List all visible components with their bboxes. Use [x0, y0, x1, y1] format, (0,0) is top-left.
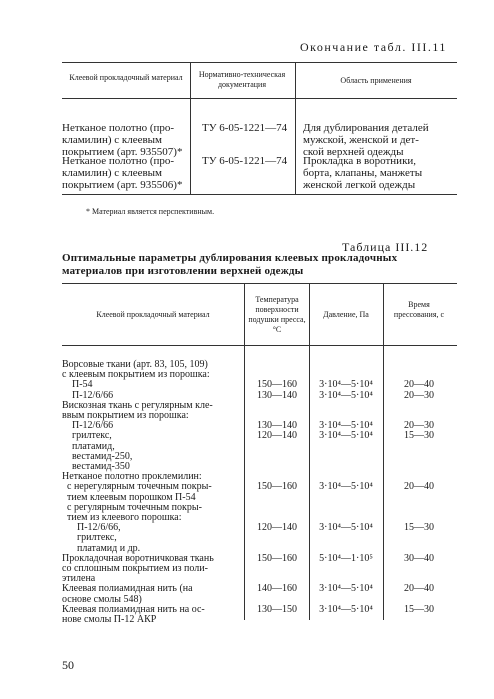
material-cell: П-12/6/66,: [62, 522, 121, 534]
pressure-cell: 3·10⁴—5·10⁴: [319, 430, 373, 442]
material-cell: платамид и др.: [62, 542, 141, 554]
table2-header-rule: [62, 345, 457, 346]
pressure-cell: 3·10⁴—5·10⁴: [319, 583, 373, 595]
table1-doc-cell: ТУ 6-05-1221—74: [202, 122, 288, 134]
material-cell: ввым покрытием из порошка:: [62, 410, 189, 421]
temp-cell: 150—160: [257, 552, 297, 564]
time-cell: 15—30: [404, 430, 434, 442]
material-cell: грилтекс,: [62, 532, 117, 544]
table1-use-cell: Прокладка в воротники, борта, клапаны, манжеты женской легкой одежды: [303, 155, 423, 191]
material-cell: Вискозная ткань с регулярным кле-: [62, 399, 213, 411]
table1-header-doc: Нормативно-техническая документация: [198, 70, 286, 89]
pressure-cell: 5·10⁴—1·10⁵: [319, 552, 373, 564]
table1-header-rule: [62, 98, 457, 99]
table2-col-divider: [383, 283, 384, 620]
time-cell: 20—40: [404, 379, 434, 391]
temp-cell: 120—140: [257, 522, 297, 534]
material-cell: Нетканое полотно проклемилин:: [62, 471, 202, 483]
material-cell: П-12/6/66: [62, 389, 114, 401]
temp-cell: 130—150: [257, 603, 297, 615]
material-cell: вестамид-250,: [62, 450, 133, 462]
pressure-cell: 3·10⁴—5·10⁴: [319, 481, 373, 493]
table1-top-rule: [62, 62, 457, 63]
temp-cell: 130—140: [257, 420, 297, 432]
pressure-cell: 3·10⁴—5·10⁴: [319, 389, 373, 401]
temp-cell: 150—160: [257, 379, 297, 391]
material-cell: со сплошным покрытием из поли-: [62, 563, 208, 574]
material-cell: тием клеевым порошком П-54: [62, 491, 196, 503]
time-cell: 20—30: [404, 389, 434, 401]
material-cell: Прокладочная воротничковая ткань: [62, 552, 214, 564]
material-cell: Клеевая полиамидная нить на ос-: [62, 603, 205, 615]
time-cell: 15—30: [404, 522, 434, 534]
material-cell: основе смолы 548): [62, 593, 142, 605]
table1-caption: Окончание табл. III.11: [300, 40, 447, 54]
table1-use-cell: Для дублирования деталей мужской, женской и дет- ской верхней одежды: [303, 122, 429, 158]
table2-header-pressure: Давление, Па: [323, 310, 369, 319]
pressure-cell: 3·10⁴—5·10⁴: [319, 603, 373, 615]
time-cell: 20—40: [404, 481, 434, 493]
material-cell: с нерегулярным точечным покры-: [62, 481, 212, 493]
material-cell: Клеевая полиамидная нить (на: [62, 583, 193, 595]
time-cell: 30—40: [404, 552, 434, 564]
material-cell: грилтекс,: [62, 430, 112, 442]
table2-header-time: Время прессования, с: [393, 300, 445, 319]
table2-top-rule: [62, 283, 457, 284]
table2-col-divider: [244, 283, 245, 620]
table1-material-cell: Нетканое полотно (про- кламилин) с клеевым покрытием (арт. 935506)*: [62, 155, 183, 191]
pressure-cell: 3·10⁴—5·10⁴: [319, 522, 373, 534]
temp-cell: 150—160: [257, 481, 297, 493]
pressure-cell: 3·10⁴—5·10⁴: [319, 379, 373, 391]
material-cell: вестамид-350: [62, 461, 130, 472]
table1-material-cell: Нетканое полотно (про- кламилин) с клеевым покрытием (арт. 935507)*: [62, 122, 183, 158]
material-cell: Ворсовые ткани (арт. 83, 105, 109): [62, 359, 208, 370]
material-cell: платамид,: [62, 440, 115, 452]
material-cell: этилена: [62, 573, 96, 585]
pressure-cell: 3·10⁴—5·10⁴: [319, 420, 373, 432]
material-cell: П-12/6/66: [62, 420, 114, 432]
table2-header-temp: Температура поверхности подушки пресса, °С: [248, 295, 306, 334]
table1-header-use: Область применения: [340, 76, 412, 85]
table1-doc-cell: ТУ 6-05-1221—74: [202, 155, 288, 167]
table2-label: Таблица III.12: [342, 240, 429, 254]
material-cell: нове смолы П-12 АКР: [62, 614, 157, 625]
page-number: 50: [62, 658, 74, 672]
time-cell: 20—30: [404, 420, 434, 432]
material-cell: с регулярным точечным покры-: [62, 501, 202, 513]
table1-col-divider: [295, 62, 296, 194]
temp-cell: 120—140: [257, 430, 297, 442]
table1-footnote: * Материал является перспективным.: [86, 207, 215, 216]
temp-cell: 140—160: [257, 583, 297, 595]
table2-title: Оптимальные параметры дублирования клеевых прокладочных материалов при изготовлении верхней одежды: [62, 252, 398, 277]
table1-col-divider: [190, 62, 191, 194]
temp-cell: 130—140: [257, 389, 297, 401]
table2-header-material: Клеевой прокладочный материал: [96, 310, 210, 319]
time-cell: 20—40: [404, 583, 434, 595]
table1-header-material: Клеевой прокладочный материал: [69, 73, 183, 82]
material-cell: П-54: [62, 379, 93, 391]
table2-col-divider: [309, 283, 310, 620]
time-cell: 15—30: [404, 603, 434, 615]
table1-bottom-rule: [62, 194, 457, 195]
material-cell: тием из клеевого порошка:: [62, 512, 182, 523]
material-cell: с клеевым покрытием из порошка:: [62, 369, 210, 381]
